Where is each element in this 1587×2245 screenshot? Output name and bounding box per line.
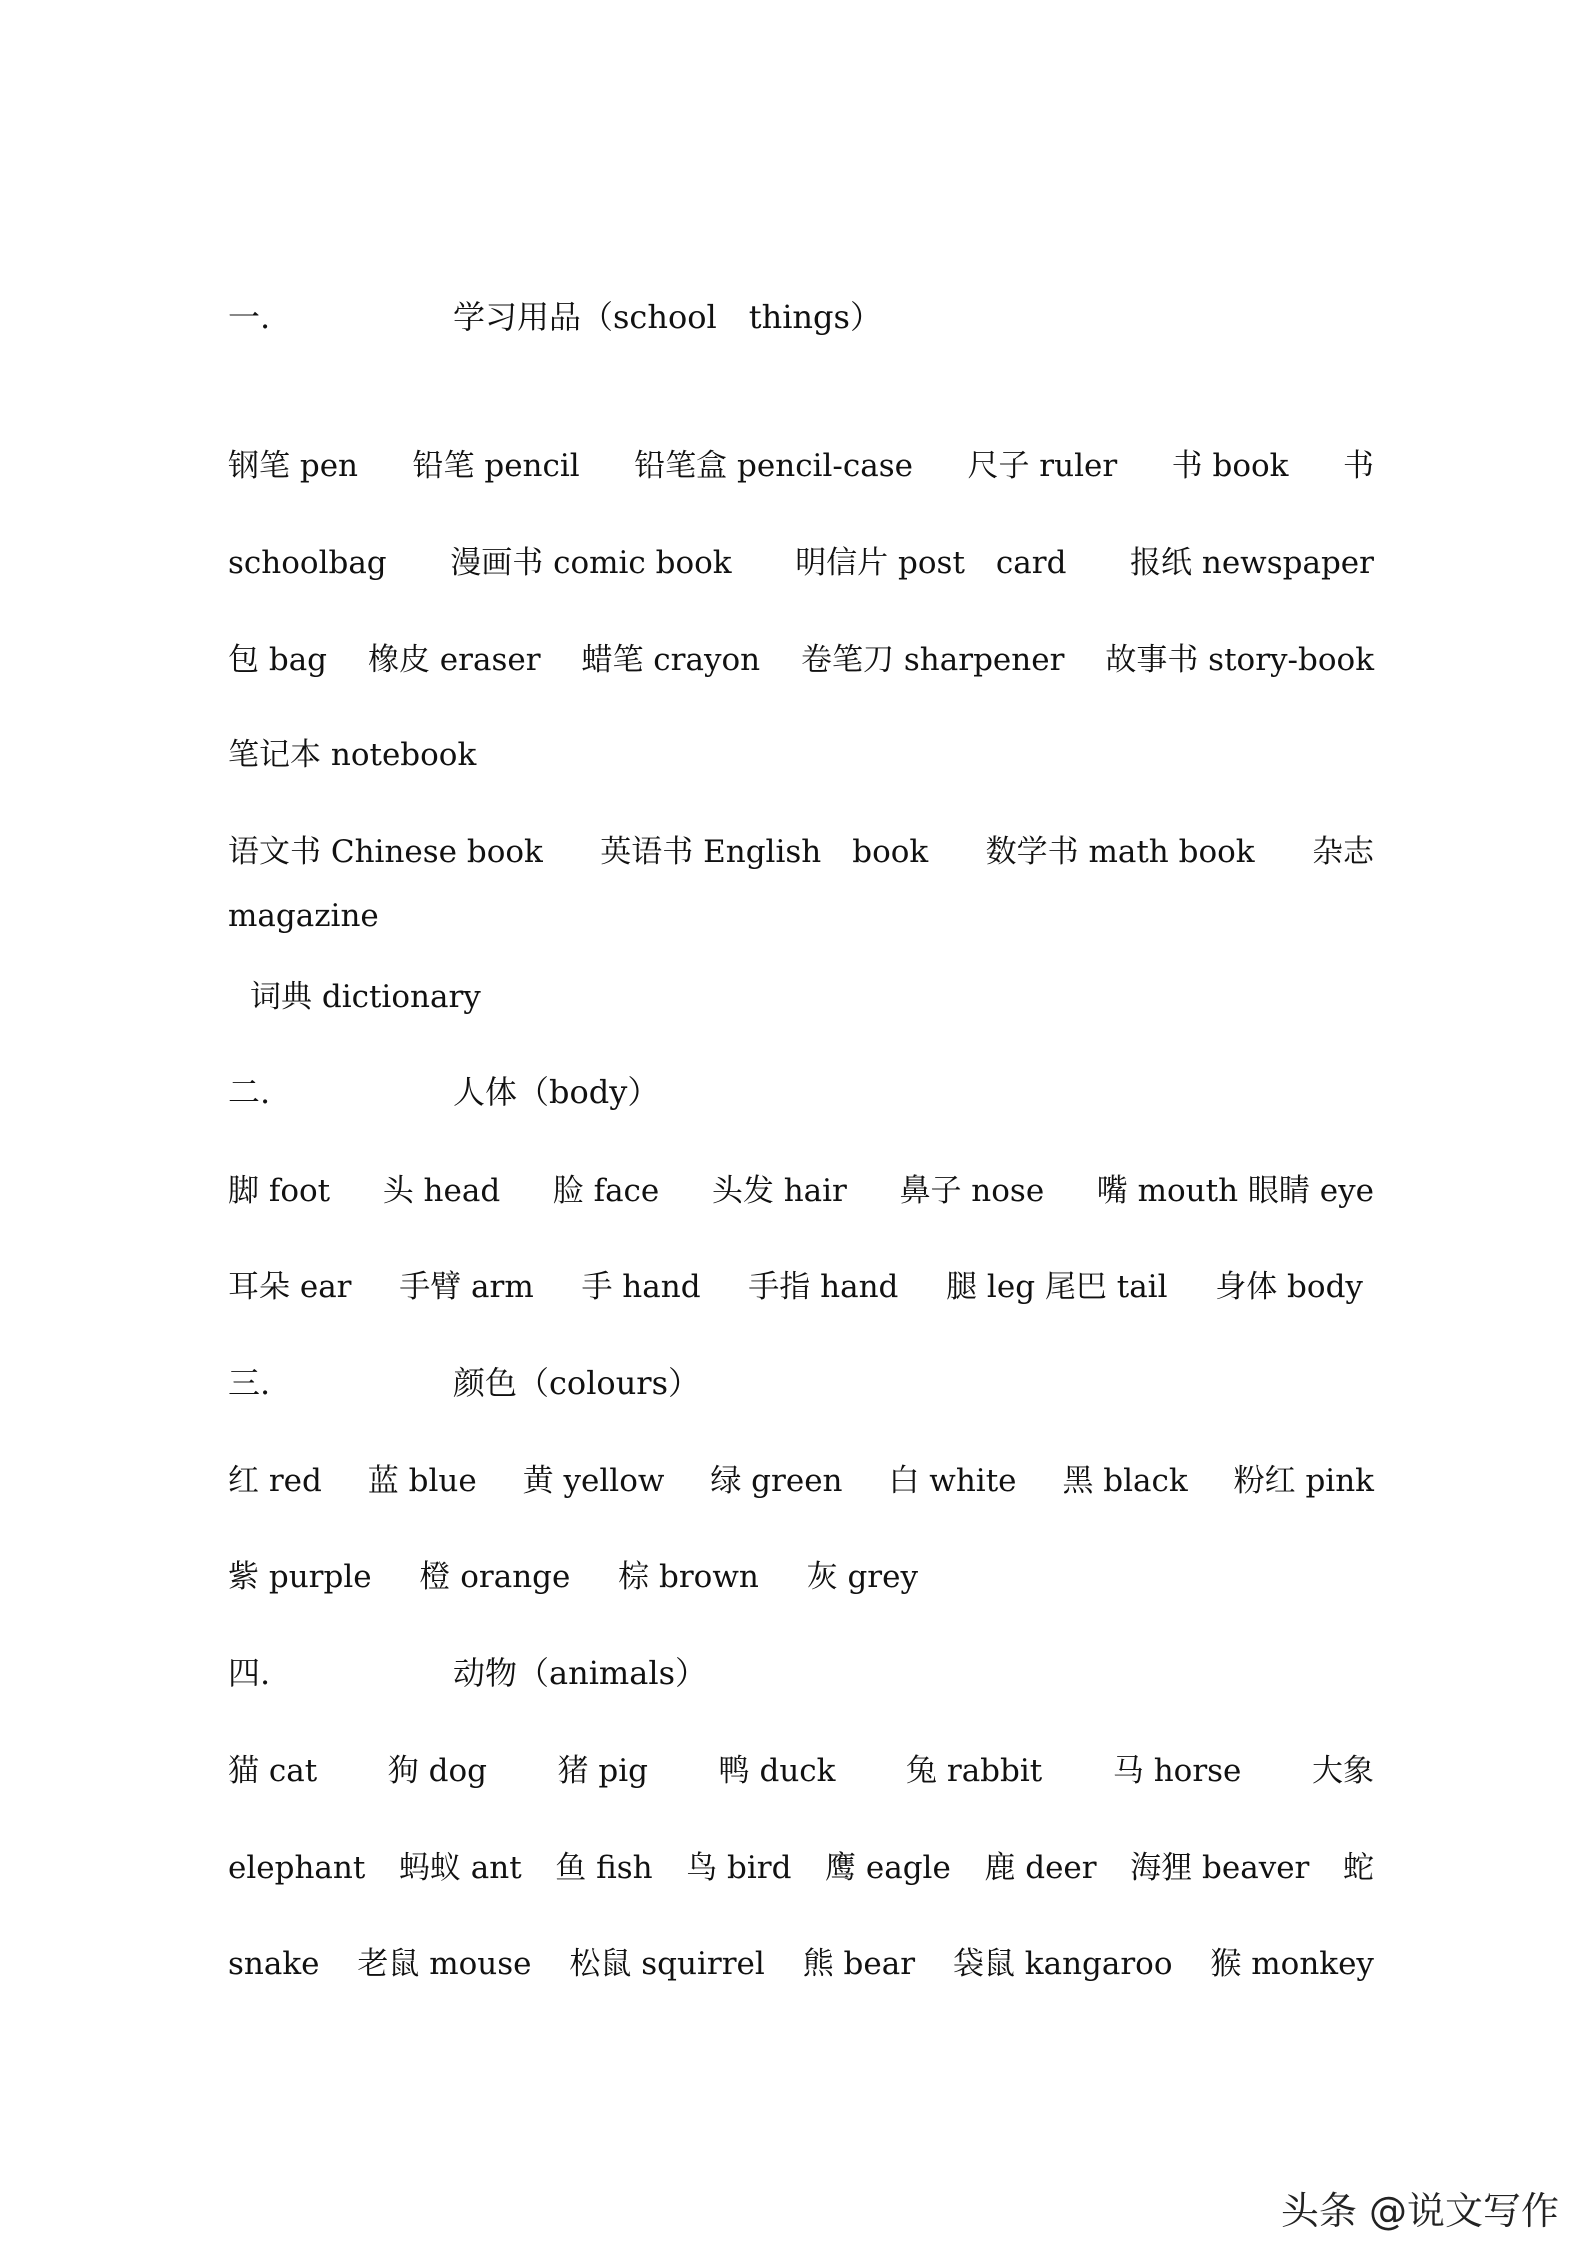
vocab-item: 鸭 duck	[718, 1753, 836, 1789]
vocab-item: 橡皮 eraser	[367, 642, 541, 678]
vocab-item: 包 bag	[228, 642, 328, 678]
vocab-item: 手臂 arm	[399, 1269, 534, 1305]
vocab-item: 松鼠 squirrel	[569, 1946, 765, 1982]
vocab-item: elephant	[228, 1850, 366, 1886]
vocab-item: 蜡笔 crayon	[581, 642, 761, 678]
vocab-item: 鸟 bird	[686, 1850, 792, 1886]
vocab-item: 鼻子 nose	[899, 1173, 1045, 1209]
vocab-item: 杂志	[1311, 834, 1374, 870]
vocab-item: 红 red	[228, 1463, 322, 1499]
vocab-item: 英语书 English book	[600, 834, 929, 870]
section-heading-body	[228, 1067, 659, 1113]
vocab-item: 鹰 eagle	[825, 1850, 951, 1886]
vocab-line	[228, 1165, 1374, 1210]
section-title: 人体（body）	[453, 1073, 660, 1111]
vocab-item: 鹿 deer	[984, 1850, 1097, 1886]
watermark: 头条 @说文写作	[1280, 2189, 1559, 2233]
vocab-line	[228, 1842, 1374, 1887]
vocab-item: 猪 pig	[557, 1753, 649, 1789]
vocab-item: 棕 brown	[618, 1559, 759, 1595]
vocab-line	[228, 826, 1374, 871]
vocab-item: 白 white	[888, 1463, 1017, 1499]
vocab-item: 手指 hand	[748, 1269, 899, 1305]
vocab-line	[228, 537, 1374, 582]
vocab-item: 书 book	[1171, 448, 1289, 484]
vocab-item: 数学书 math book	[985, 834, 1255, 870]
vocab-item: 猫 cat	[228, 1753, 318, 1789]
vocab-item: 蚂蚁 ant	[398, 1850, 522, 1886]
vocab-line	[228, 1938, 1374, 1983]
section-title: 颜色（colours）	[453, 1364, 701, 1402]
vocab-line	[228, 1745, 1374, 1790]
vocab-item: 语文书 Chinese book	[228, 834, 543, 870]
vocab-item: 袋鼠 kangaroo	[952, 1946, 1173, 1982]
vocab-item: 书	[1342, 448, 1374, 484]
section-number: 四.	[228, 1654, 271, 1692]
vocab-item: 马 horse	[1112, 1753, 1242, 1789]
vocab-item: 老鼠 mouse	[357, 1946, 532, 1982]
vocab-item: 脸 face	[552, 1173, 660, 1209]
vocab-item: 海狸 beaver	[1130, 1850, 1310, 1886]
vocab-item: 紫 purple	[228, 1559, 372, 1595]
vocab-item: schoolbag	[228, 545, 387, 581]
vocab-item: 蓝 blue	[367, 1463, 477, 1499]
vocab-item: 尺子 ruler	[967, 448, 1118, 484]
section-heading-colours	[228, 1358, 700, 1404]
vocab-item: snake	[228, 1946, 320, 1982]
section-number: 一.	[228, 298, 271, 336]
vocab-item: 身体 body	[1215, 1269, 1363, 1305]
vocab-item: 手 hand	[581, 1269, 701, 1305]
vocab-item: 黑 black	[1062, 1463, 1188, 1499]
vocab-item: 腿 leg 尾巴 tail	[946, 1269, 1168, 1305]
vocab-item: 嘴 mouth 眼睛 eye	[1096, 1173, 1374, 1209]
vocab-item: 绿 green	[710, 1463, 843, 1499]
vocab-line	[228, 440, 1374, 485]
vocab-line	[228, 729, 1374, 774]
vocab-item: 橙 orange	[419, 1559, 571, 1595]
vocab-item: 大象	[1312, 1753, 1374, 1789]
vocab-item: 狗 dog	[387, 1753, 487, 1789]
vocab-item: 蛇	[1342, 1850, 1374, 1886]
vocab-item: 头 head	[382, 1173, 501, 1209]
vocab-item: 兔 rabbit	[906, 1753, 1043, 1789]
vocab-item: 头发 hair	[711, 1173, 847, 1209]
section-number: 二.	[228, 1073, 271, 1111]
vocab-line	[228, 1551, 918, 1596]
vocab-item: 铅笔 pencil	[412, 448, 580, 484]
vocab-line	[250, 971, 1396, 1016]
vocab-item: 词典 dictionary	[250, 979, 481, 1015]
vocab-item: 粉红 pink	[1233, 1463, 1374, 1499]
vocab-item: 故事书 story-book	[1105, 642, 1374, 678]
vocab-line	[228, 634, 1374, 679]
vocab-item: 鱼 fish	[555, 1850, 653, 1886]
section-title: 学习用品（school things）	[453, 298, 882, 336]
vocab-item: 猴 monkey	[1210, 1946, 1374, 1982]
vocab-item: 耳朵 ear	[228, 1269, 352, 1305]
section-heading-school-things	[228, 292, 882, 338]
vocab-line	[228, 898, 1374, 934]
vocab-item: 笔记本 notebook	[228, 737, 477, 773]
vocab-item: 熊 bear	[802, 1946, 916, 1982]
section-title: 动物（animals）	[453, 1654, 708, 1692]
vocab-item: 钢笔 pen	[228, 448, 359, 484]
vocab-item: magazine	[228, 898, 379, 934]
vocab-item: 铅笔盒 pencil-case	[634, 448, 913, 484]
vocab-item: 漫画书 comic book	[450, 545, 732, 581]
vocab-item: 卷笔刀 sharpener	[801, 642, 1065, 678]
vocab-item: 明信片 post card	[795, 545, 1067, 581]
vocab-item: 黄 yellow	[522, 1463, 665, 1499]
vocab-line	[228, 1261, 1363, 1306]
section-number: 三.	[228, 1364, 271, 1402]
vocab-line	[228, 1455, 1374, 1500]
vocab-item: 灰 grey	[806, 1559, 918, 1595]
section-heading-animals	[228, 1648, 707, 1694]
vocab-item: 报纸 newspaper	[1130, 545, 1374, 581]
vocab-item: 脚 foot	[228, 1173, 331, 1209]
